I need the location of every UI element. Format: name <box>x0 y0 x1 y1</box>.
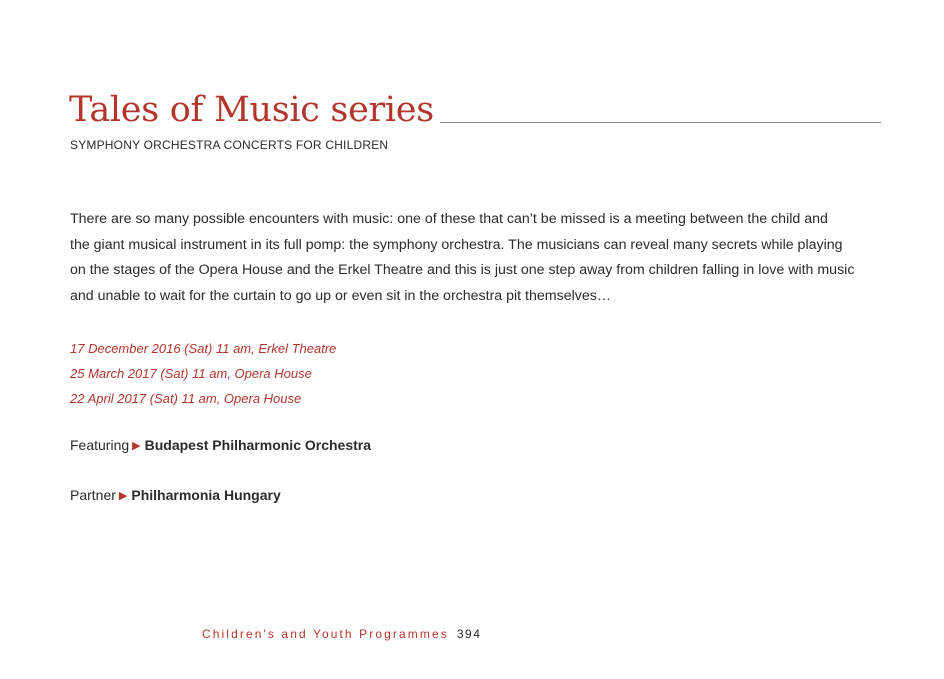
description-line: the giant musical instrument in its full pomp: the symphony orchestra. The musicians can reveal many secrets while playing <box>70 236 843 253</box>
title-row <box>69 88 881 132</box>
description-paragraph <box>70 207 890 309</box>
partner-label: Partner <box>70 487 116 503</box>
description-line: There are so many possible encounters with music: one of these that can’t be missed is a meeting between the child and <box>70 211 828 227</box>
performance-dates <box>70 336 336 411</box>
description-line: and unable to wait for the curtain to go up or even sit in the orchestra pit themselves… <box>70 287 612 304</box>
footer-section-label: Children's and Youth Programmes <box>202 627 449 641</box>
performance-date: 17 December 2016 (Sat) 11 am, Erkel Theatre <box>70 341 337 356</box>
featuring-name: Budapest Philharmonic Orchestra <box>144 437 372 453</box>
description-line: on the stages of the Opera House and the Erkel Theatre and this is just one step away from children falling in love with music <box>70 262 855 278</box>
page-subtitle: SYMPHONY ORCHESTRA CONCERTS FOR CHILDREN <box>70 138 389 152</box>
performance-date: 25 March 2017 (Sat) 11 am, Opera House <box>70 366 312 381</box>
page-title: Tales of Music series <box>69 90 434 130</box>
triangle-right-icon: ▶ <box>132 440 141 452</box>
partner-name: Philharmonia Hungary <box>131 487 281 503</box>
featuring-label: Featuring <box>70 437 130 453</box>
title-rule-divider <box>440 122 881 123</box>
triangle-right-icon: ▶ <box>118 490 128 502</box>
performance-date: 22 April 2017 (Sat) 11 am, Opera House <box>70 391 302 406</box>
partner-credit <box>70 487 281 503</box>
featuring-credit <box>70 437 371 453</box>
page-footer <box>202 627 481 641</box>
page-number: 394 <box>456 627 482 641</box>
